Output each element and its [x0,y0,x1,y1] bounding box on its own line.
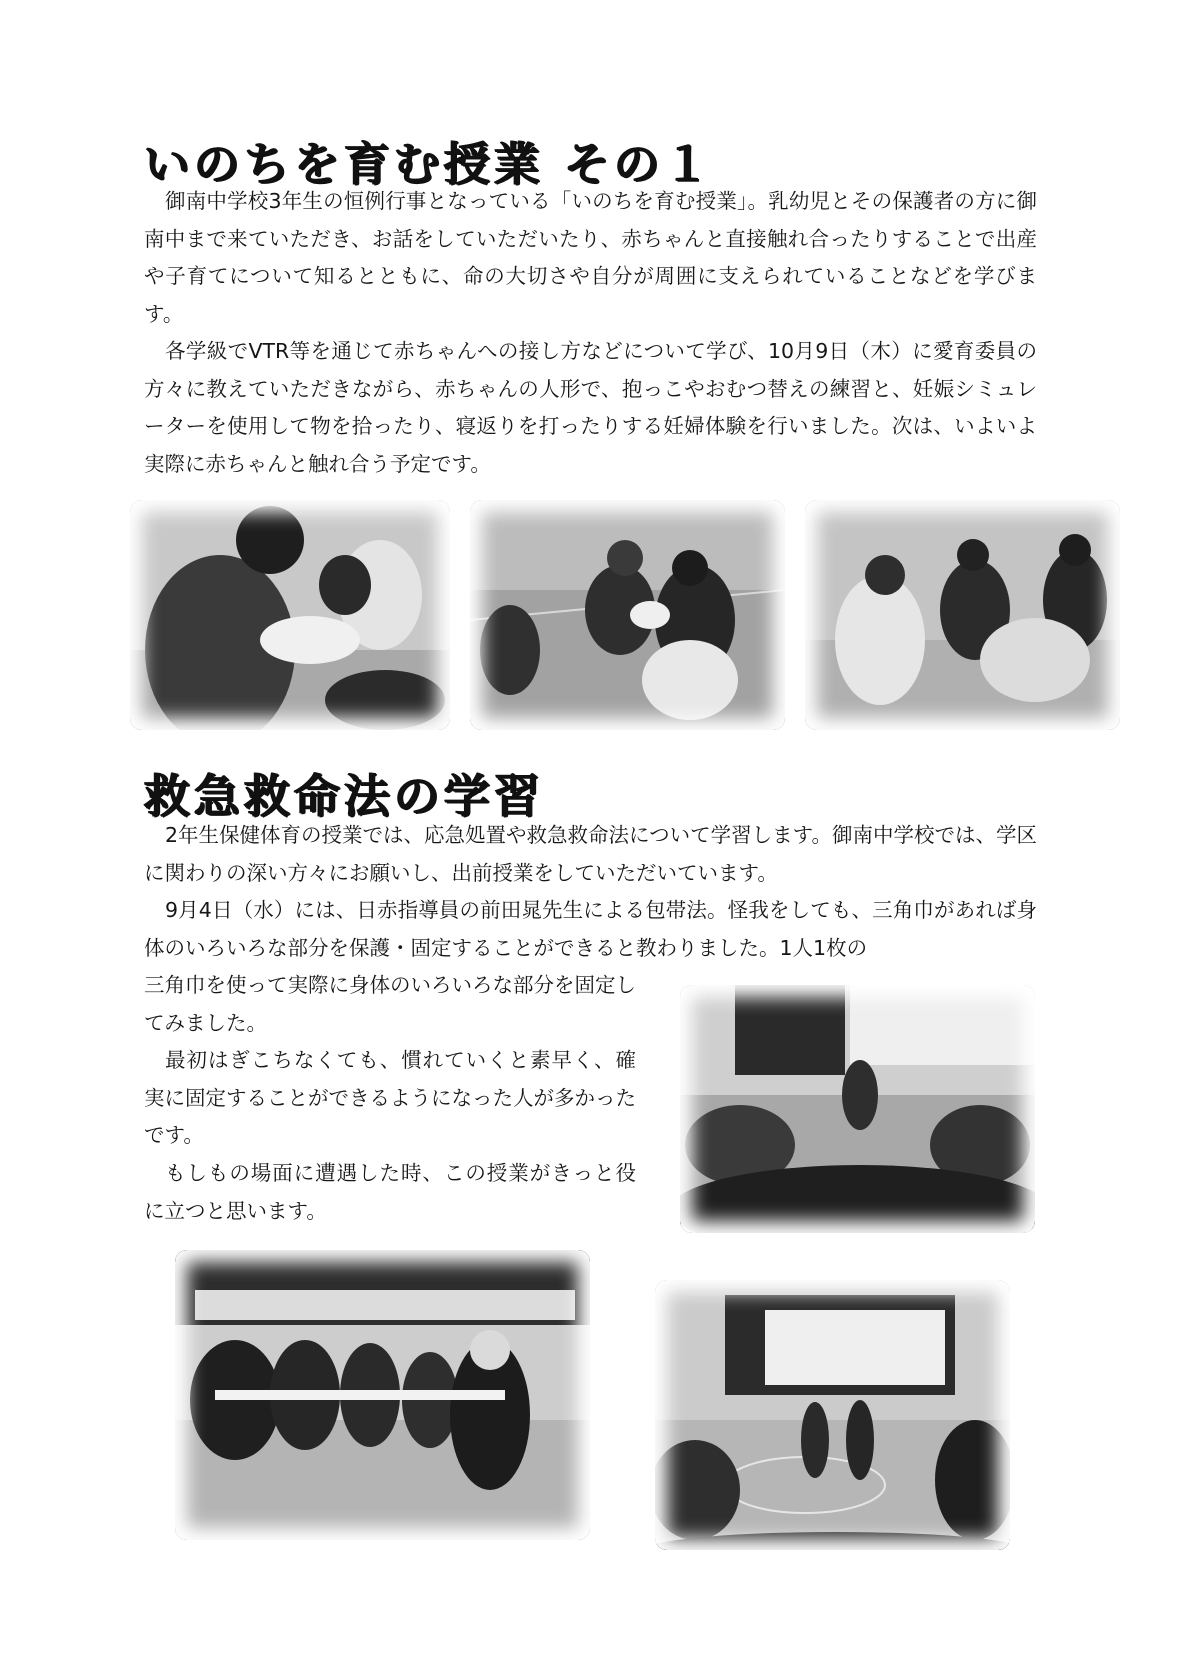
section2-paragraph-2: 9月4日（水）には、日赤指導員の前田晁先生による包帯法。怪我をしても、三角巾があれば身体のいろいろな部分を保護・固定することができると教わりました。1人1枚の [144,898,1037,960]
photo-pregnancy-simulator [805,500,1120,730]
photo-gym-demonstration [655,1280,1010,1550]
photo-bandage-practice-line [175,1250,590,1540]
photo-gym-lecture [680,985,1035,1233]
section2-side-paragraph-2: 最初はぎこちなくても、慣れていくと素早く、確実に固定することができるようになった人が多かったです。 [144,1048,636,1147]
photo-baby-doll-practice-2 [470,500,785,730]
section2-side-paragraph-3: もしもの場面に遭遇した時、この授業がきっと役に立つと思います。 [144,1161,636,1223]
section2-side-paragraph-1: 三角巾を使って実際に身体のいろいろな部分を固定してみました。 [144,973,636,1035]
section1-heading: いのちを育む授業 その１ [144,137,715,191]
section1-paragraph-2: 各学級でVTR等を通じて赤ちゃんへの接し方などについて学び、10月9日（木）に愛育委員の方々に教えていただきながら、赤ちゃんの人形で、抱っこやおむつ替えの練習と、妊娠シミュレーターを使用して物を拾ったり、寝返りを打ったりする妊婦体験を行いました。次は、いよいよ実際に赤ちゃんと触れ合う予定です。 [144,339,1037,476]
section2-paragraph-1: 2年生保健体育の授業では、応急処置や救急救命法について学習します。御南中学校では、学区に関わりの深い方々にお願いし、出前授業をしていただいています。 [144,823,1037,885]
section2-heading: 救急救命法の学習 [144,769,544,823]
section1-paragraph-1: 御南中学校3年生の恒例行事となっている「いのちを育む授業」。乳幼児とその保護者の方に御南中まで来ていただき、お話をしていただいたり、赤ちゃんと直接触れ合ったりすることで出産や子育てについて知るとともに、命の大切さや自分が周囲に支えられていることなどを学びます。 [144,189,1037,326]
photo-baby-doll-practice-1 [130,500,450,730]
